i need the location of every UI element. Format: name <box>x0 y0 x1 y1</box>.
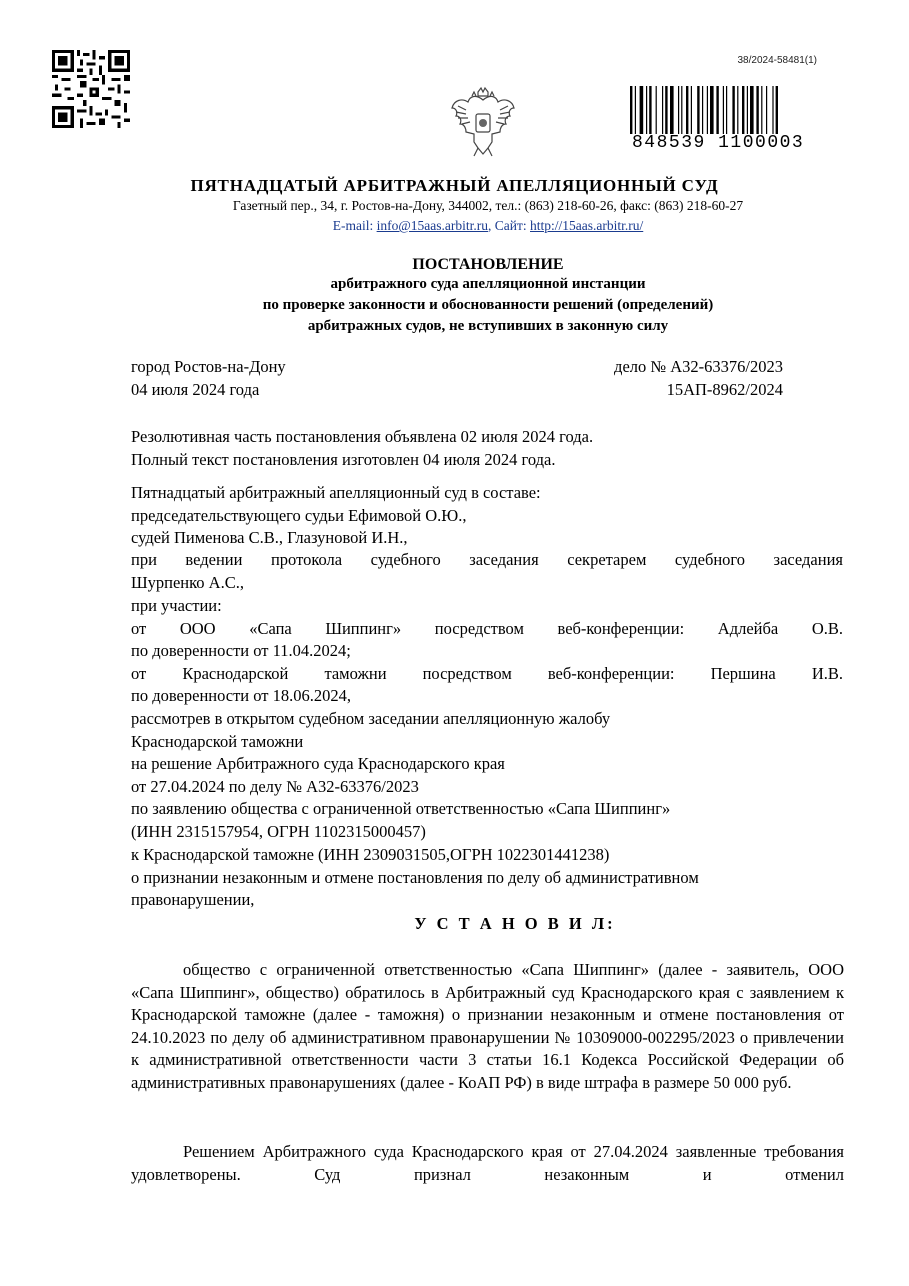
case-line: рассмотрев в открытом судебном заседании апелляционную жалобу <box>131 709 611 728</box>
representative-2-power: по доверенности от 18.06.2024, <box>131 686 351 705</box>
barcode-bar <box>656 86 657 134</box>
appeal-number: 15АП-8962/2024 <box>666 380 783 399</box>
barcode-bar <box>646 86 647 134</box>
qr-code <box>52 50 130 128</box>
barcode-bar <box>750 86 754 134</box>
barcode-bar <box>702 86 703 134</box>
case-line: на решение Арбитражного суда Краснодарского края <box>131 754 505 773</box>
court-address: Газетный пер., 34, г. Ростов-на-Дону, 344002, тел.: (863) 218-60-26, факс: (863) 218-60-27 <box>232 198 744 213</box>
case-line: от 27.04.2024 по делу № А32-63376/2023 <box>131 777 419 796</box>
document-id: 38/2024-58481(1) <box>737 55 817 66</box>
barcode-bar <box>630 86 632 134</box>
barcode-bar <box>678 86 679 134</box>
barcode-bar <box>716 86 718 134</box>
court-name: ПЯТНАДЦАТЫЙ АРБИТРАЖНЫЙ АПЕЛЛЯЦИОННЫЙ СУД <box>190 176 719 195</box>
barcode-bar <box>707 86 708 134</box>
barcode-bar <box>737 86 738 134</box>
paragraph-1: общество с ограниченной ответственностью «Сапа Шиппинг» (далее - заявитель, ООО «Сапа Шиппинг», общество) обратилось в Арбитражный суд Краснодарского края с заявлением к Краснодарской таможне (далее - таможня) о признании незаконным и отмене постановления от 24.10.2023 по делу об административном правонарушении № 10309000-002295/2023 о привлечении к административной ответственности части 3 статьи 16.1 Кодекса Российской Федерации об административных правонарушениях (далее - КоАП РФ) в виде штрафа в размере 50 000 руб. <box>131 960 844 1092</box>
barcode-bar <box>766 86 767 134</box>
site-label: , Сайт: <box>488 218 527 233</box>
case-line: (ИНН 2315157954, ОГРН 1102315000457) <box>131 822 426 841</box>
barcode-bar <box>726 86 727 134</box>
case-line: правонарушении, <box>131 890 255 909</box>
barcode-bar <box>635 86 636 134</box>
barcode-bar <box>649 86 651 134</box>
established-heading: У С Т А Н О В И Л: <box>414 914 616 933</box>
title-line-3: арбитражных судов, не вступивших в законную силу <box>307 318 669 334</box>
document-title: ПОСТАНОВЛЕНИЕ <box>412 256 564 273</box>
case-number: дело № А32-63376/2023 <box>614 357 783 376</box>
case-line: Краснодарской таможни <box>131 732 304 751</box>
announcement-line-2: Полный текст постановления изготовлен 04 июля 2024 года. <box>131 450 556 469</box>
document-date: 04 июля 2024 года <box>131 380 260 399</box>
coat-of-arms-emblem <box>448 86 518 160</box>
representative-2-line: от Краснодарской таможни посредством веб-конференции: Першина И.В. <box>131 664 843 683</box>
barcode-bar <box>710 86 714 134</box>
barcode-bar <box>670 86 674 134</box>
barcode-bar <box>640 86 644 134</box>
secretary-line: при ведении протокола судебного заседания секретарем судебного заседания <box>131 550 843 569</box>
composition-line-3: судей Пименова С.В., Глазуновой И.Н., <box>131 528 408 547</box>
barcode-bar <box>686 86 688 134</box>
representative-1-power: по доверенности от 11.04.2024; <box>131 641 351 660</box>
site-link[interactable]: http://15aas.arbitr.ru/ <box>530 218 644 233</box>
barcode-bar <box>732 86 734 134</box>
barcode-bar <box>772 86 773 134</box>
barcode-bar <box>665 86 667 134</box>
email-label: E-mail: <box>332 218 374 233</box>
representative-1-line: от ООО «Сапа Шиппинг» посредством веб-конференции: Адлейба О.В. <box>131 619 843 638</box>
composition-line-1: Пятнадцатый арбитражный апелляционный суд в составе: <box>131 483 541 502</box>
paragraph-2: Решением Арбитражного суда Краснодарского края от 27.04.2024 заявленные требования удовлетворены. Суд признал незаконным и отменил <box>131 1142 844 1184</box>
barcode-bar <box>747 86 748 134</box>
case-line: о признании незаконным и отмене постановления по делу об административном <box>131 868 699 887</box>
barcode-bar <box>681 86 682 134</box>
secretary-name: Шурпенко А.С., <box>131 573 244 592</box>
barcode-digits: 848539 1100003 <box>632 134 832 152</box>
participation-label: при участии: <box>131 596 222 615</box>
barcode-bar <box>697 86 699 134</box>
barcode-bar <box>691 86 692 134</box>
barcode-bar <box>761 86 762 134</box>
barcode-bar <box>723 86 724 134</box>
barcode-bar <box>742 86 744 134</box>
title-line-1: арбитражного суда апелляционной инстанции <box>330 276 646 292</box>
case-line: к Краснодарской таможне (ИНН 2309031505,ОГРН 1022301441238) <box>131 845 610 864</box>
email-link[interactable]: info@15aas.arbitr.ru <box>376 218 489 233</box>
title-line-2: по проверке законности и обоснованности решений (определений) <box>262 297 714 313</box>
barcode-bar <box>662 86 663 134</box>
city: город Ростов-на-Дону <box>131 357 286 376</box>
announcement-line-1: Резолютивная часть постановления объявлена 02 июля 2024 года. <box>131 427 594 446</box>
case-line: по заявлению общества с ограниченной ответственностью «Сапа Шиппинг» <box>131 799 671 818</box>
barcode-bar <box>776 86 778 134</box>
court-contacts <box>0 218 909 234</box>
composition-line-2: председательствующего судьи Ефимовой О.Ю., <box>131 506 467 525</box>
barcode-bar <box>756 86 758 134</box>
